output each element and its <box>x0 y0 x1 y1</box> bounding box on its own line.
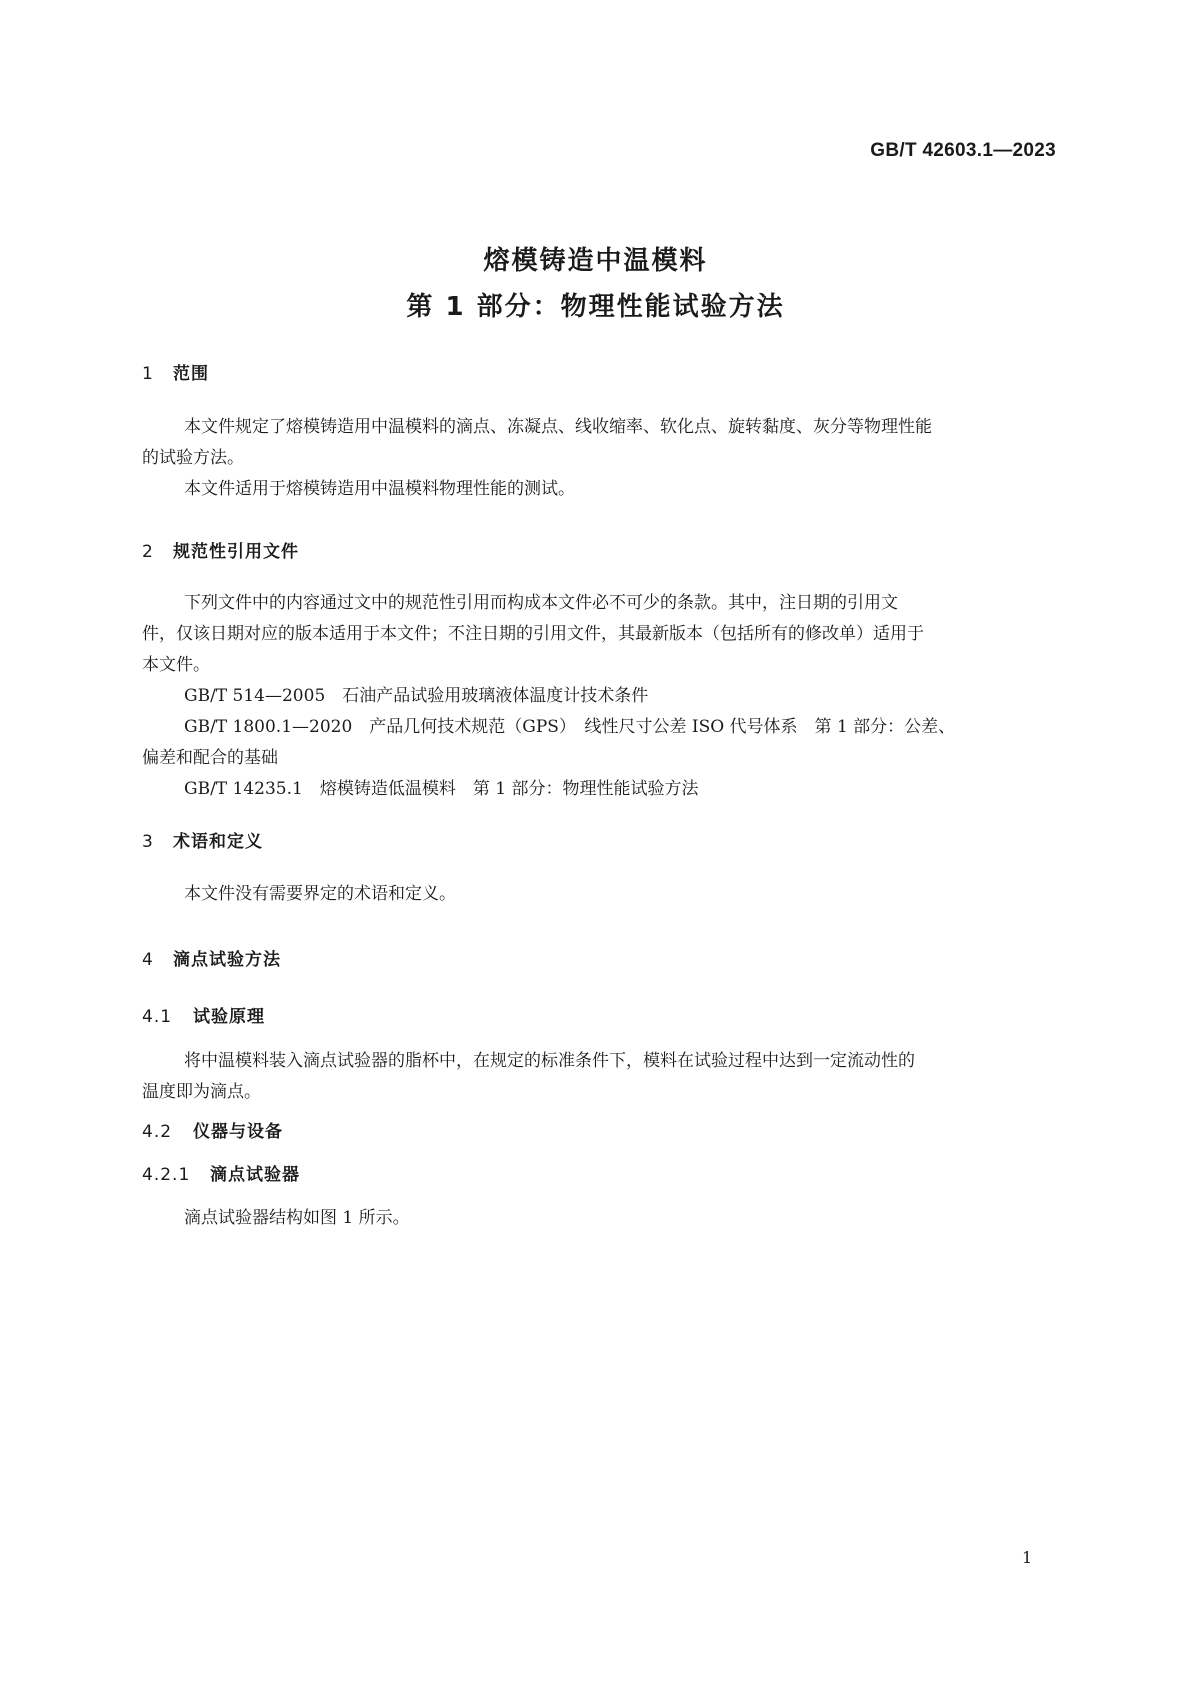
normative-reference: GB/T 514—2005 石油产品试验用玻璃液体温度计技术条件 <box>184 686 649 706</box>
section-number: 4.2 <box>142 1122 173 1142</box>
section-number: 4 <box>142 950 154 970</box>
section-1-heading <box>142 359 209 384</box>
section-number: 2 <box>142 542 154 562</box>
section-number: 4.2.1 <box>142 1165 191 1185</box>
section-number: 3 <box>142 832 154 852</box>
section-1-paragraph-line: 本文件规定了熔模铸造用中温模料的滴点、冻凝点、线收缩率、软化点、旋转黏度、灰分等物理性能 <box>184 417 932 437</box>
normative-reference: GB/T 14235.1 熔模铸造低温模料 第 1 部分：物理性能试验方法 <box>184 779 699 799</box>
section-1-paragraph-line: 的试验方法。 <box>142 448 244 468</box>
section-number: 4.1 <box>142 1007 173 1027</box>
section-number: 1 <box>142 364 154 384</box>
section-4-2-heading <box>142 1117 283 1142</box>
section-3-paragraph-line: 本文件没有需要界定的术语和定义。 <box>184 884 456 904</box>
section-title: 滴点试验方法 <box>173 950 281 970</box>
section-4-2-1-paragraph-line: 滴点试验器结构如图 1 所示。 <box>184 1208 410 1228</box>
section-4-heading <box>142 945 281 970</box>
section-title: 规范性引用文件 <box>173 542 299 562</box>
section-title: 仪器与设备 <box>193 1122 283 1142</box>
page-number: 1 <box>1022 1548 1033 1567</box>
title-line-1: 熔模铸造中温模料 <box>483 246 708 276</box>
title-line-2: 第 1 部分：物理性能试验方法 <box>406 292 785 322</box>
standard-code: GB/T 42603.1—2023 <box>870 140 1056 161</box>
section-title: 术语和定义 <box>173 832 263 852</box>
section-1-paragraph-line: 本文件适用于熔模铸造用中温模料物理性能的测试。 <box>184 479 575 499</box>
section-title: 滴点试验器 <box>210 1165 300 1185</box>
normative-reference: GB/T 1800.1—2020 产品几何技术规范（GPS） 线性尺寸公差 ISO 代号体系 第 1 部分：公差、 <box>184 717 956 737</box>
section-2-paragraph-line: 本文件。 <box>142 655 210 675</box>
section-4-1-heading <box>142 1002 265 1027</box>
normative-reference-continued: 偏差和配合的基础 <box>142 748 278 768</box>
section-title: 试验原理 <box>193 1007 265 1027</box>
section-2-heading <box>142 537 299 562</box>
section-2-paragraph-line: 件，仅该日期对应的版本适用于本文件；不注日期的引用文件，其最新版本（包括所有的修改单）适用于 <box>142 624 924 644</box>
section-3-heading <box>142 827 263 852</box>
section-4-1-paragraph-line: 将中温模料装入滴点试验器的脂杯中，在规定的标准条件下，模料在试验过程中达到一定流动性的 <box>184 1051 915 1071</box>
section-4-1-paragraph-line: 温度即为滴点。 <box>142 1082 261 1102</box>
section-2-paragraph-line: 下列文件中的内容通过文中的规范性引用而构成本文件必不可少的条款。其中，注日期的引用文 <box>184 593 898 613</box>
section-4-2-1-heading <box>142 1160 300 1185</box>
section-title: 范围 <box>173 364 209 384</box>
